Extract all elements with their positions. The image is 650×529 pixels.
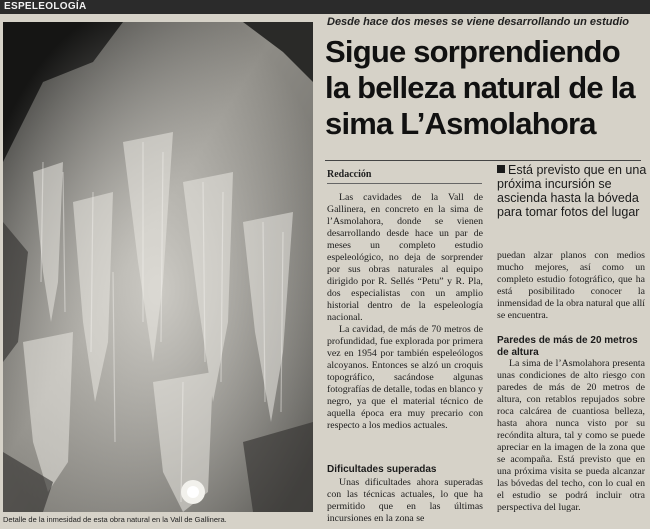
- kicker: Desde hace dos meses se viene desarrollando un estudio: [327, 16, 630, 28]
- subhead-paredes: Paredes de más de 20 metros de altura: [497, 335, 638, 358]
- body-column-1-continued: [327, 477, 483, 525]
- body-column-2: [497, 250, 645, 322]
- paragraph: La sima de l’Asmolahora presenta unas condiciones de alto riesgo con paredes de más de 20 metros de altura, con retablos repujados sobre roca calcárea de cuantiosa belleza, hasta ahora nunca visto por su recóndita altura, tal y como se puede apreciar en la imagen de la zona que se acompaña. Está previsto que en una próxima visita se pueda alcanzar las bóvedas del techo, con lo cual en el estudio se podrá incluir otra perspectiva del lugar.: [497, 358, 645, 513]
- byline-rule: [327, 183, 482, 184]
- section-bar: [0, 0, 650, 14]
- headline-rule: [325, 160, 641, 161]
- paragraph: Unas dificultades ahora superadas con las técnicas actuales, lo que ha permitido que en las últimas incursiones en la zona se: [327, 477, 483, 524]
- subhead-dificultades: Dificultades superadas: [327, 464, 437, 475]
- body-column-1: [327, 192, 483, 432]
- photo-caption: Detalle de la inmesidad de esta obra natural en la Vall de Gallinera.: [3, 515, 227, 524]
- body-column-2-continued: [497, 358, 645, 514]
- pull-quote: [497, 163, 647, 219]
- section-label: ESPELEOLOGÍA: [4, 1, 87, 12]
- byline: Redacción: [327, 169, 372, 180]
- cave-photo-image: [3, 22, 313, 512]
- paragraph: Las cavidades de la Vall de Gallinera, en concreto en la sima de l’Asmolahora, donde se vienen desarrollando desde hace un par de meses un completo estudio espeleológico, no deja de sorprender por sus obras naturales al equipo dirigido por R. Sellés “Petu” y R. Pla, dos especialistas con un amplio historial dentro de la espeleología nacional.: [327, 192, 483, 323]
- cave-photo: [3, 22, 313, 512]
- headline: Sigue sorprendiendo la belleza natural de la sima L’Asmolahora: [325, 34, 635, 141]
- pull-quote-text: Está previsto que en una próxima incursión se ascienda hasta la bóveda para tomar fotos del lugar: [497, 163, 647, 219]
- square-bullet-icon: [497, 165, 505, 173]
- paragraph: La cavidad, de más de 70 metros de profundidad, fue explorada por primera vez en 1954 por también espeleólogos alcoyanos. Entonces se alzó un croquis topográfico, sacándose algunas fotografías de detalle, todas en blanco y negro, ya que el material técnico de aquella época era muy precario con respecto a los medios actuales.: [327, 324, 483, 431]
- paragraph: puedan alzar planos con medios mucho mejores, así como un completo estudio fotográfico, que ha está posibilitado conocer la inmensidad de la obra natural que allí se encuentra.: [497, 250, 645, 321]
